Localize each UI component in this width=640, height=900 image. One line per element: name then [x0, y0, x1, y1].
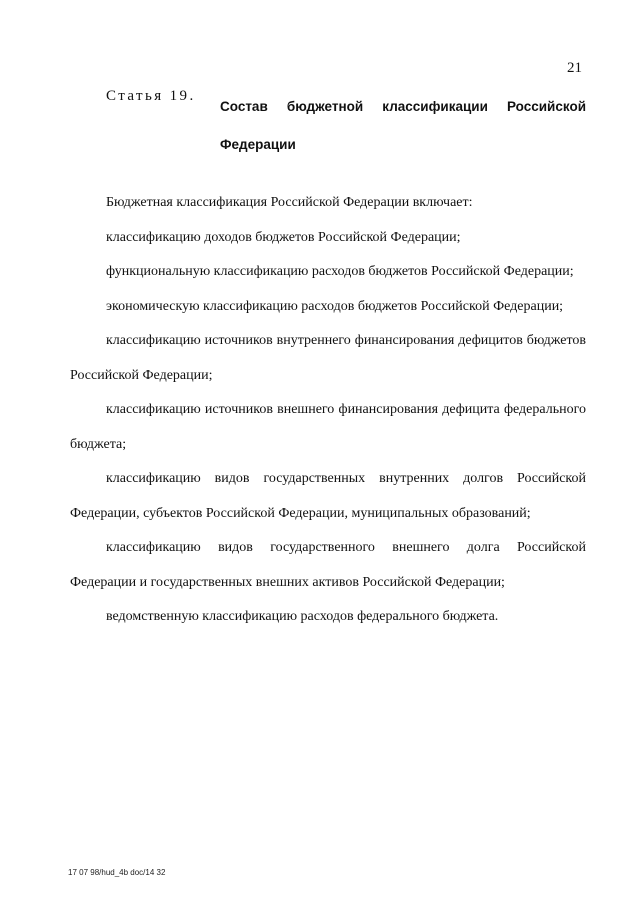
paragraph: классификацию источников внешнего финансирования дефицита федерального бюджета; — [70, 402, 586, 452]
paragraph: Бюджетная классификация Российской Федерации включает: — [106, 195, 473, 210]
paragraph: классификацию видов государственных внутренних долгов Российской Федерации, субъектов Российской Федерации, муниципальных образований; — [70, 471, 586, 521]
paragraph: ведомственную классификацию расходов федерального бюджета. — [106, 609, 499, 624]
article-title-line: Состав бюджетной классификации Российской — [220, 99, 586, 114]
file-stamp: 17 07 98/hud_4b doc/14 32 — [68, 868, 166, 877]
paragraph: экономическую классификацию расходов бюджетов Российской Федерации; — [106, 298, 564, 314]
paragraph: функциональную классификацию расходов бюджетов Российской Федерации; — [106, 264, 574, 279]
article-label: Статья 19. — [106, 88, 196, 104]
article-body — [70, 186, 586, 635]
page-number: 21 — [567, 60, 582, 76]
paragraph: классификацию видов государственного внешнего долга Российской Федерации и государственных внешних активов Российской Федерации; — [70, 540, 586, 590]
paragraph: классификацию доходов бюджетов Российской Федерации; — [106, 229, 461, 245]
article-title-line: Федерации — [220, 137, 296, 152]
article-title — [220, 88, 586, 164]
paragraph: классификацию источников внутреннего финансирования дефицитов бюджетов Российской Федерации; — [70, 333, 586, 383]
